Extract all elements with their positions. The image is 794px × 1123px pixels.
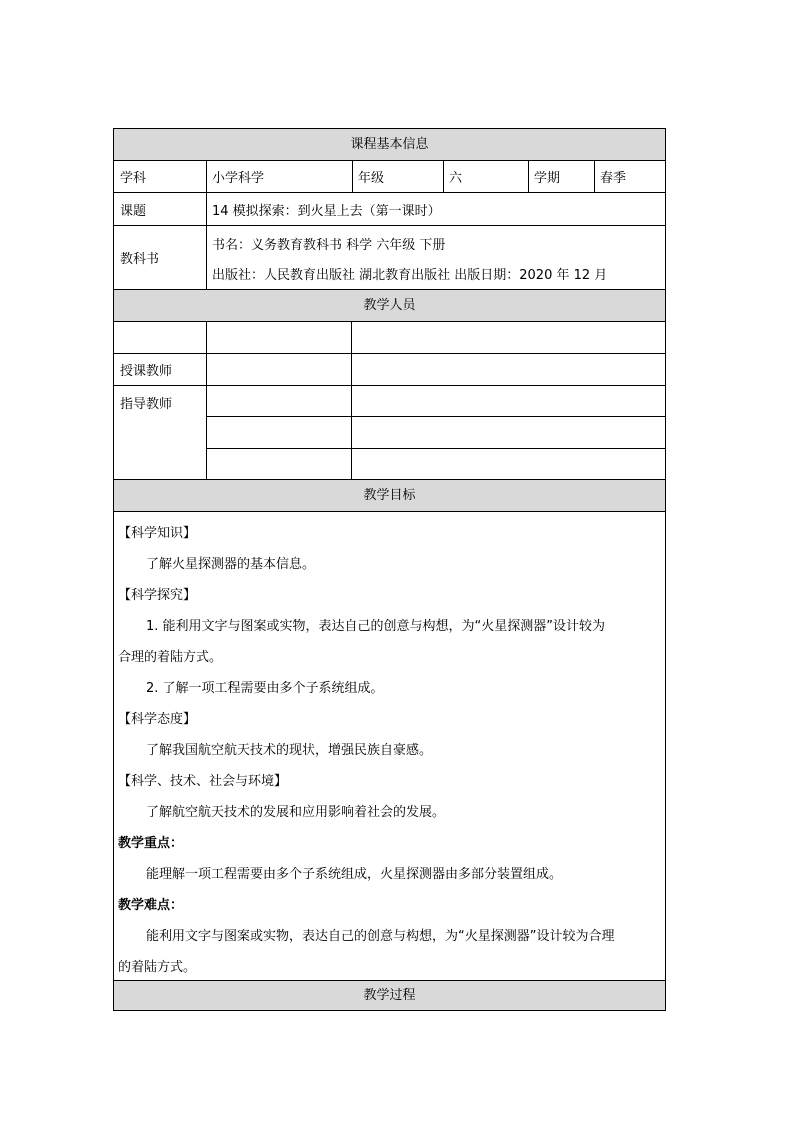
textbook-publisher: 出版社：人民教育出版社 湖北教育出版社 出版日期：2020 年 12 月 xyxy=(212,268,608,283)
knowledge-heading: 【科学知识】 xyxy=(118,526,197,541)
attitude-text: 了解我国航空航天技术的现状，增强民族自豪感。 xyxy=(146,743,433,758)
difficulty-heading: 教学难点： xyxy=(118,898,184,913)
difficulty-text-line1: 能利用文字与图案或实物，表达自己的创意与构想，为“火星探测器”设计较为合理 xyxy=(146,929,615,944)
staff-row-blank xyxy=(114,322,665,354)
lesson-plan-table xyxy=(113,128,666,1011)
grade-value: 六 xyxy=(449,171,463,186)
inquiry-item-2: 2. 了解一项工程需要由多个子系统组成。 xyxy=(146,681,384,696)
knowledge-text: 了解火星探测器的基本信息。 xyxy=(146,557,316,572)
process-header xyxy=(114,981,665,1010)
textbook-label: 教科书 xyxy=(120,252,160,267)
term-label: 学期 xyxy=(534,171,561,186)
goals-content xyxy=(114,512,665,981)
grade-label: 年级 xyxy=(358,171,385,186)
inquiry-heading: 【科学探究】 xyxy=(118,588,197,603)
inquiry-item-1-line1: 1. 能利用文字与图案或实物，表达自己的创意与构想，为“火星探测器”设计较为 xyxy=(146,619,606,634)
textbook-row xyxy=(114,226,665,290)
staff-header xyxy=(114,290,665,322)
inquiry-item-1-line2: 合理的着陆方式。 xyxy=(118,650,223,665)
goals-header xyxy=(114,480,665,512)
subject-row xyxy=(114,161,665,193)
attitude-heading: 【科学态度】 xyxy=(118,712,197,727)
term-value: 春季 xyxy=(600,171,627,186)
goals-header-text: 教学目标 xyxy=(363,488,416,503)
staff-row-teacher xyxy=(114,354,665,386)
subject-label: 学科 xyxy=(120,171,147,186)
textbook-title: 书名：义务教育教科书 科学 六年级 下册 xyxy=(212,238,446,253)
process-header-text: 教学过程 xyxy=(363,988,416,1003)
key-points-heading: 教学重点： xyxy=(118,836,184,851)
advisor-label: 指导教师 xyxy=(120,397,173,412)
subject-value: 小学科学 xyxy=(212,171,265,186)
topic-row xyxy=(114,193,665,226)
staff-row-advisor xyxy=(114,386,665,480)
teacher-label: 授课教师 xyxy=(120,364,173,379)
topic-value: 14 模拟探索：到火星上去（第一课时） xyxy=(212,203,441,219)
difficulty-text-line2: 的着陆方式。 xyxy=(118,960,197,975)
basic-info-header xyxy=(114,129,665,161)
sts-text: 了解航空航天技术的发展和应用影响着社会的发展。 xyxy=(146,805,446,820)
sts-heading: 【科学、技术、社会与环境】 xyxy=(118,774,288,789)
basic-info-header-text: 课程基本信息 xyxy=(350,137,429,152)
topic-label: 课题 xyxy=(120,203,147,219)
key-points-text: 能理解一项工程需要由多个子系统组成，火星探测器由多部分装置组成。 xyxy=(146,867,563,882)
staff-header-text: 教学人员 xyxy=(363,298,416,313)
